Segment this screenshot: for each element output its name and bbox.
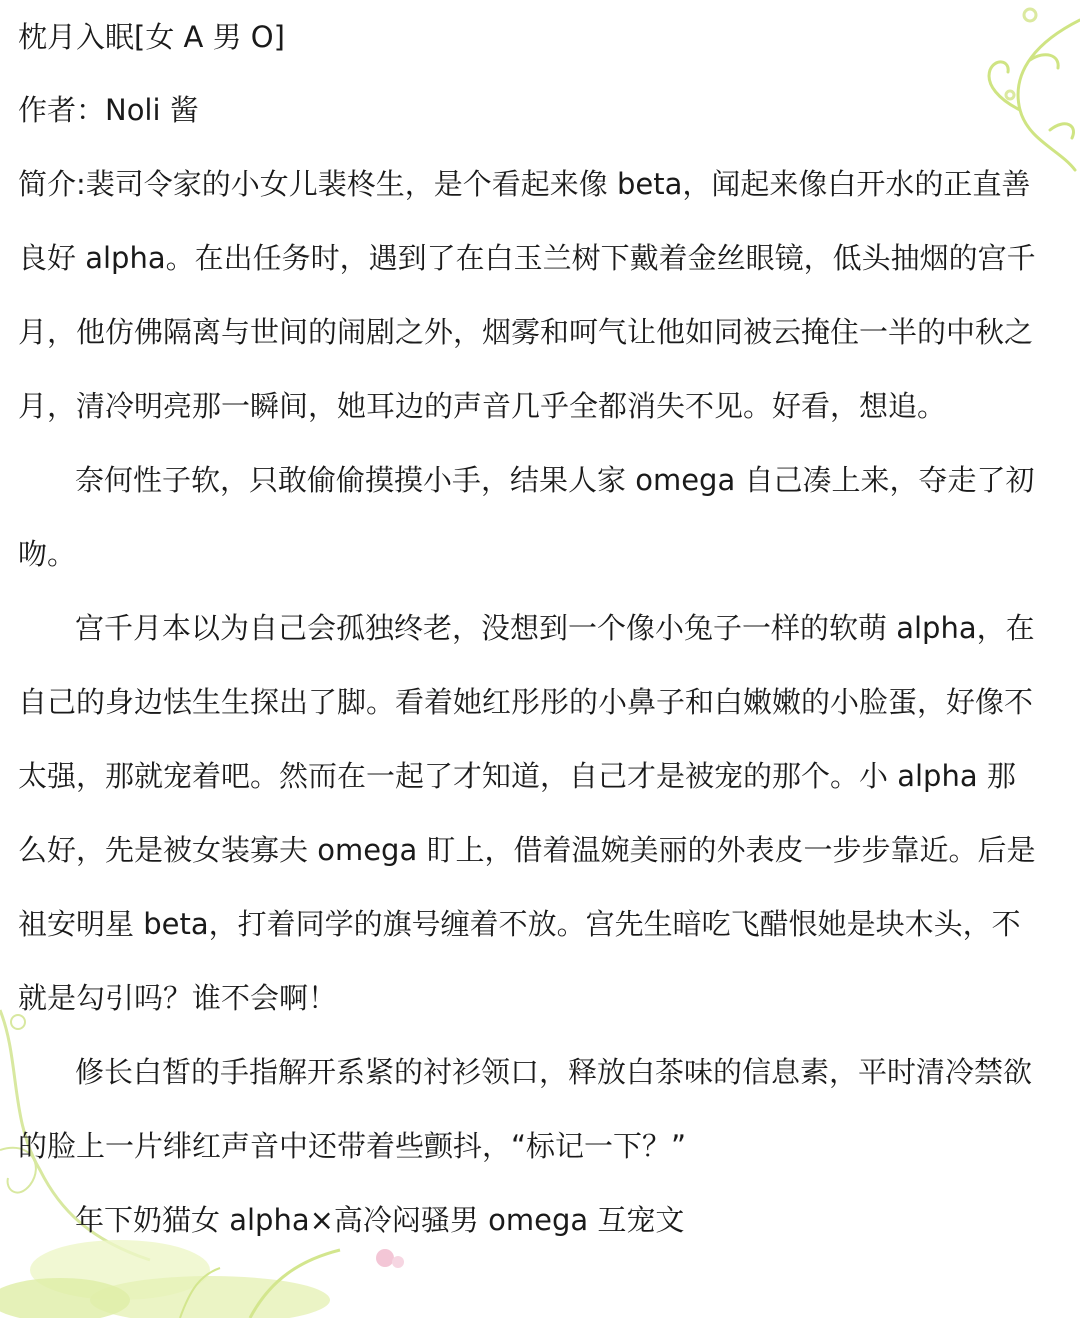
flower-decoration bbox=[376, 1249, 404, 1268]
synopsis-line: 太强，那就宠着吧。然而在一起了才知道，自己才是被宠的那个。小 alpha 那 bbox=[18, 759, 1016, 793]
synopsis-line: 自己的身边怯生生探出了脚。看着她红彤彤的小鼻子和白嫩嫩的小脸蛋，好像不 bbox=[18, 685, 1034, 719]
synopsis-line: 修长白皙的手指解开系紧的衬衫领口，释放白茶味的信息素，平时清冷禁欲 bbox=[75, 1055, 1033, 1089]
document-title: 枕月入眠[女 A 男 O] bbox=[18, 20, 285, 54]
synopsis-line: 月，他仿佛隔离与世间的闹剧之外，烟雾和呵气让他如同被云掩住一半的中秋之 bbox=[18, 315, 1034, 349]
tagline: 年下奶猫女 alpha×高冷闷骚男 omega 互宠文 bbox=[75, 1203, 685, 1237]
synopsis-line: 就是勾引吗？谁不会啊！ bbox=[18, 981, 338, 1015]
synopsis-line: 简介:裴司令家的小女儿裴柊生，是个看起来像 beta，闻起来像白开水的正直善 bbox=[18, 167, 1031, 201]
synopsis-line: 良好 alpha。在出任务时，遇到了在白玉兰树下戴着金丝眼镜，低头抽烟的宫千 bbox=[18, 241, 1036, 275]
synopsis-line: 奈何性子软，只敢偷偷摸摸小手，结果人家 omega 自己凑上来，夺走了初 bbox=[75, 463, 1035, 497]
author-line: 作者：Noli 酱 bbox=[18, 93, 199, 127]
synopsis-line: 的脸上一片绯红声音中还带着些颤抖，“标记一下？” bbox=[18, 1129, 687, 1163]
synopsis-line: 月，清冷明亮那一瞬间，她耳边的声音几乎全都消失不见。好看，想追。 bbox=[18, 389, 947, 423]
synopsis-line: 吻。 bbox=[18, 537, 77, 571]
synopsis-line: 祖安明星 beta，打着同学的旗号缠着不放。宫先生暗吃飞醋恨她是块木头，不 bbox=[18, 907, 1021, 941]
synopsis-line: 么好，先是被女装寡夫 omega 盯上，借着温婉美丽的外表皮一步步靠近。后是 bbox=[18, 833, 1036, 867]
synopsis-line: 宫千月本以为自己会孤独终老，没想到一个像小兔子一样的软萌 alpha，在 bbox=[75, 611, 1035, 645]
